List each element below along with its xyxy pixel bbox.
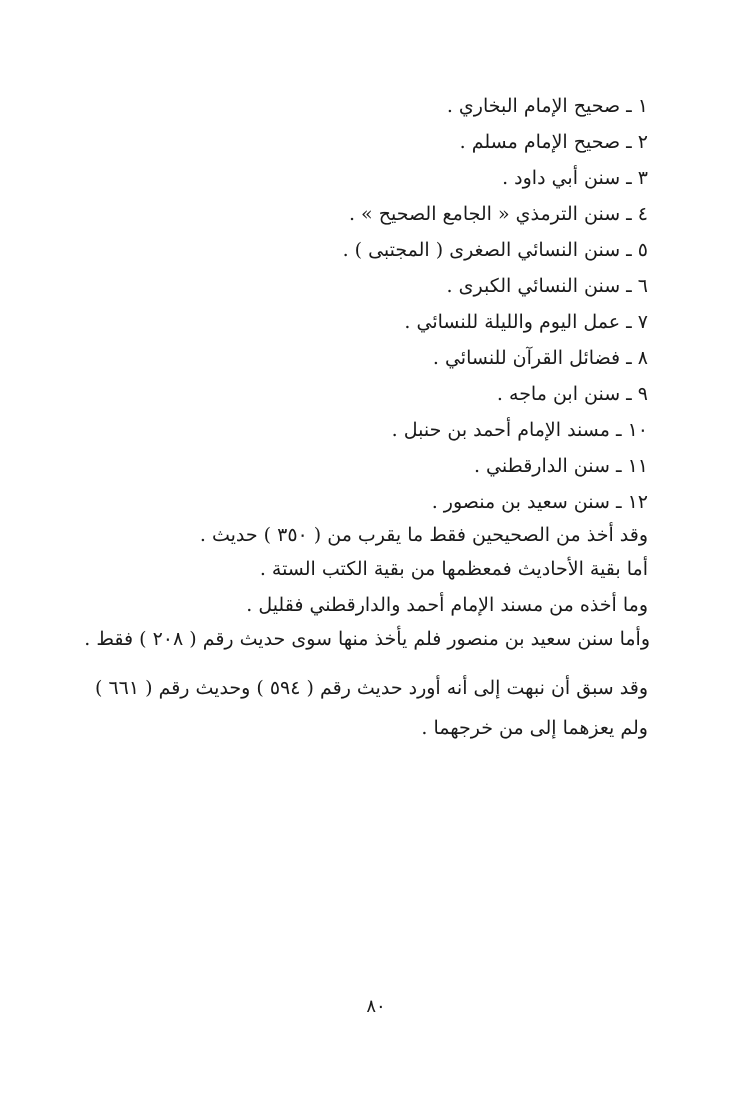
list-item: ٨ ـ فضائل القرآن للنسائي . [432, 347, 648, 369]
list-item: ٩ ـ سنن ابن ماجه . [496, 383, 648, 405]
closing-line-2: ولم يعزهما إلى من خرجهما . [421, 717, 648, 739]
list-item: ١ ـ صحيح الإمام البخاري . [446, 95, 648, 117]
list-item: ١٢ ـ سنن سعيد بن منصور . [431, 491, 648, 513]
page-number: ٨٠ [366, 996, 386, 1017]
list-item: ١٠ ـ مسند الإمام أحمد بن حنبل . [391, 419, 648, 441]
paragraph-sahihayn: وقد أخذ من الصحيحين فقط ما يقرب من ( ٣٥٠ ) حديث . [199, 524, 648, 546]
list-item: ٦ ـ سنن النسائي الكبرى . [446, 275, 648, 297]
list-item: ٢ ـ صحيح الإمام مسلم . [459, 131, 648, 153]
sources-list [88, 88, 648, 520]
list-item: ٥ ـ سنن النسائي الصغرى ( المجتبى ) . [342, 239, 648, 261]
list-item: ٧ ـ عمل اليوم والليلة للنسائي . [404, 311, 648, 333]
paragraph-remaining-hadith: أما بقية الأحاديث فمعظمها من بقية الكتب الستة . [259, 558, 648, 580]
paragraph-ahmad-daraqutni: وما أخذه من مسند الإمام أحمد والدارقطني فقليل . [246, 594, 648, 616]
closing-note [68, 668, 648, 748]
paragraph-said-ibn-mansur: وأما سنن سعيد بن منصور فلم يأخذ منها سوى حديث رقم ( ٢٠٨ ) فقط . [84, 628, 650, 650]
list-item: ١١ ـ سنن الدارقطني . [473, 455, 648, 477]
list-item: ٤ ـ سنن الترمذي « الجامع الصحيح » . [348, 203, 648, 225]
closing-line-1: وقد سبق أن نبهت إلى أنه أورد حديث رقم ( ٥٩٤ ) وحديث رقم ( ٦٦١ ) [95, 677, 648, 699]
list-item: ٣ ـ سنن أبي داود . [502, 167, 648, 189]
